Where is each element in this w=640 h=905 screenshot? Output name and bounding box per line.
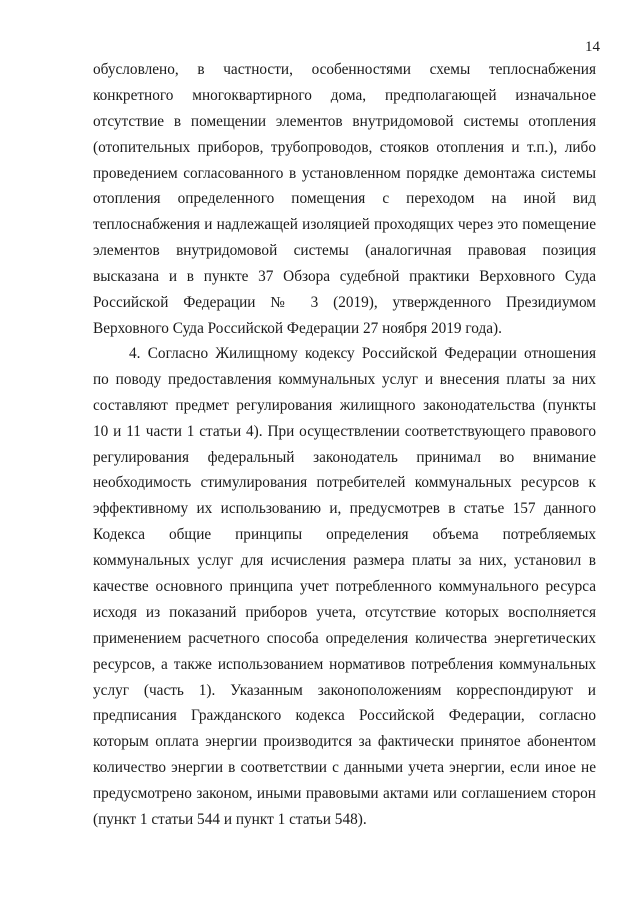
text-line: отсутствие в помещении элементов внутридомовой системы отопления <box>93 112 596 130</box>
text-line: высказана и в пункте 37 Обзора судебной практики Верховного Суда <box>93 268 596 286</box>
text-line: качестве основного принципа учет потребленного коммунального ресурса <box>93 578 596 596</box>
text-line: применением расчетного способа определения количества энергетических <box>93 629 596 647</box>
text-line: количество энергии в соответствии с данными учета энергии, если иное не <box>93 759 596 777</box>
text-line: предусмотрено законом, иными правовыми актами или соглашением сторон <box>93 785 596 803</box>
text-line: Российской Федерации № 3 (2019), утвержденного Президиумом <box>93 294 596 312</box>
text-line: проведением согласованного в установленном порядке демонтажа системы <box>93 164 596 182</box>
text-line: эффективному их использованию и, предусмотрев в статье 157 данного <box>93 500 596 518</box>
text-line: которым оплата энергии производится за фактически принятое абонентом <box>93 733 596 751</box>
text-line: Кодекса общие принципы определения объема потребляемых <box>93 526 596 544</box>
text-line: 4. Согласно Жилищному кодексу Российской Федерации отношения <box>129 345 596 362</box>
text-line: элементов внутридомовой системы (аналогичная правовая позиция <box>93 242 596 260</box>
text-line: (пункт 1 статьи 544 и пункт 1 статьи 548). <box>93 811 367 829</box>
text-line: услуг (часть 1). Указанным законоположениям корреспондируют и <box>93 681 596 699</box>
text-line: обусловлено, в частности, особенностями схемы теплоснабжения <box>93 61 596 78</box>
text-line: отопления определенного помещения с переходом на иной вид <box>93 190 596 208</box>
text-line: по поводу предоставления коммунальных услуг и внесения платы за них <box>93 370 596 388</box>
text-line: исходя из показаний приборов учета, отсутствие которых восполняется <box>93 603 596 621</box>
page-number: 14 <box>585 39 600 55</box>
text-line: составляют предмет регулирования жилищного законодательства (пункты <box>93 396 596 414</box>
text-line: теплоснабжения и надлежащей изоляцией проходящих через это помещение <box>93 216 596 234</box>
text-line: 10 и 11 части 1 статьи 4). При осуществлении соответствующего правового <box>93 422 596 440</box>
text-line: Верховного Суда Российской Федерации 27 ноября 2019 года). <box>93 319 502 337</box>
text-line: ресурсов, а также использованием нормативов потребления коммунальных <box>93 655 596 673</box>
text-line: (отопительных приборов, трубопроводов, стояков отопления и т.п.), либо <box>93 138 596 156</box>
paragraph-4 <box>93 341 596 833</box>
text-line: необходимость стимулирования потребителей коммунальных ресурсов к <box>93 474 596 492</box>
text-line: конкретного многоквартирного дома, предполагающей изначальное <box>93 86 596 104</box>
text-line: коммунальных услуг для исчисления размера платы за них, установил в <box>93 552 596 570</box>
text-line: предписания Гражданского кодекса Российской Федерации, согласно <box>93 707 596 725</box>
text-line: регулирования федеральный законодатель принимал во внимание <box>93 448 596 466</box>
paragraph-continued <box>93 57 596 342</box>
